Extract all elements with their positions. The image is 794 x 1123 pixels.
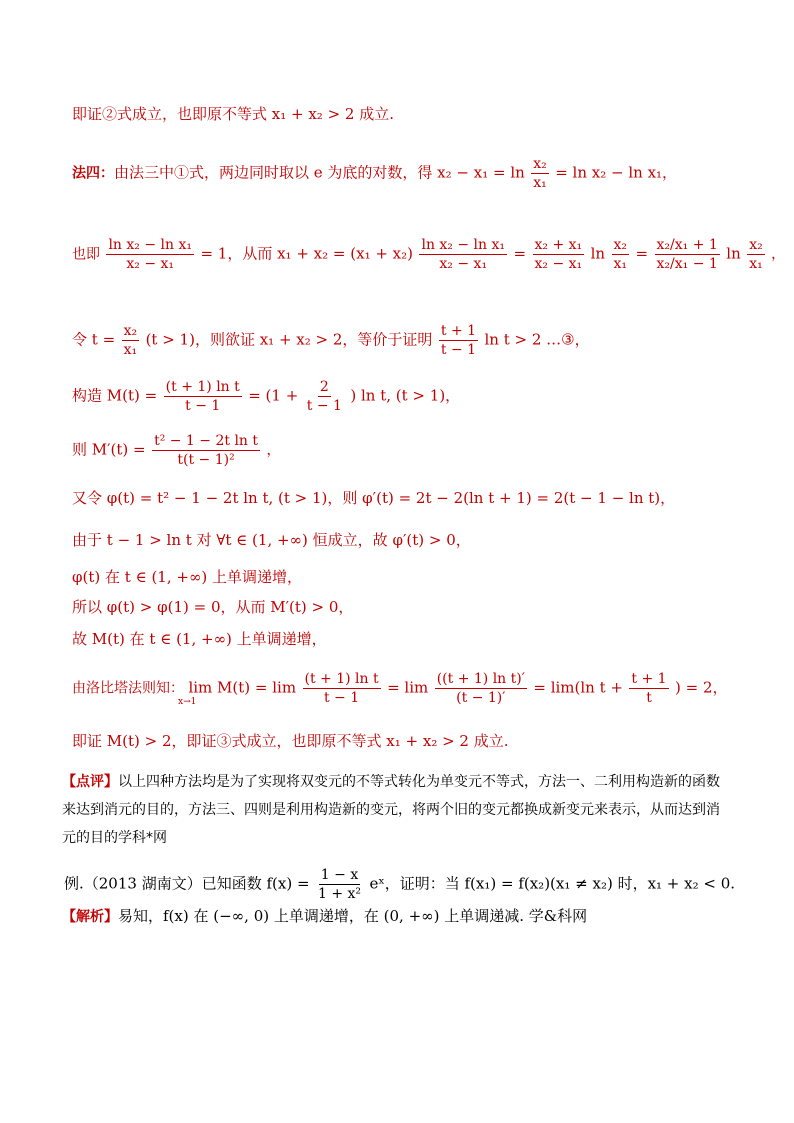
equation-text: = 1，从而 x₁ + x₂ = (x₁ + x₂) <box>200 244 414 263</box>
fraction <box>305 378 344 415</box>
limit-result: ) = 2， <box>675 678 728 697</box>
fraction-numerator: ln x₂ − ln x₁ <box>421 237 506 253</box>
fraction <box>164 378 242 415</box>
fraction <box>303 670 381 707</box>
fraction-denominator: x₁ <box>749 256 763 272</box>
compound-fraction <box>655 236 720 273</box>
fraction <box>152 432 260 469</box>
fraction <box>122 322 140 359</box>
fraction-numerator: x₂ <box>613 237 628 253</box>
fraction-denominator: x₂ − x₁ <box>534 256 583 272</box>
method-four-line <box>72 155 677 192</box>
fraction <box>531 155 549 192</box>
limit-expression: = lim(ln t + <box>533 678 623 697</box>
fraction-numerator: (t + 1) ln t <box>304 671 379 687</box>
fraction-numerator: ln x₂ − ln x₁ <box>108 237 192 253</box>
fraction-numerator: t² − 1 − 2t ln t <box>154 433 259 449</box>
fraction-denominator: (t − 1)′ <box>456 690 506 706</box>
fraction-denominator: t − 1 <box>306 398 342 414</box>
comment-label: 【点评】 <box>62 774 118 790</box>
construct-line <box>72 378 460 415</box>
fraction-denominator: x₂ − x₁ <box>439 256 488 272</box>
fraction-denominator: t − 1 <box>185 398 221 414</box>
ln-text: ln <box>726 244 741 263</box>
fraction-denominator: t − 1 <box>440 342 477 358</box>
substitution-middle: (t > 1)，则欲证 x₁ + x₂ > 2，等价于证明 <box>145 330 433 349</box>
fraction-denominator: x₂/x₁ − 1 <box>656 256 718 272</box>
fraction-denominator: x₁ <box>533 175 547 191</box>
fraction-denominator: x₁ <box>613 256 628 272</box>
phi-definition-line: 又令 φ(t) = t² − 1 − 2t ln t, (t > 1)，则 φ′(t) = 2t − 2(ln t + 1) = 2(t − 1 − ln t)， <box>72 489 676 507</box>
comment-text: 以上四种方法均是为了实现将双变元的不等式转化为单变元不等式，方法一、二利用构造新的函数来达到消元的目的，方法三、四则是利用构造新的变元，将两个旧的变元都换成新变元来表示，从而达到消元的目的学科*网 <box>62 774 720 846</box>
punctuation: ， <box>771 246 786 263</box>
fraction <box>533 236 585 273</box>
method-four-text: 由法三中①式，两边同时取以 e 为底的对数，得 x₂ − x₁ = ln <box>114 163 525 182</box>
fraction <box>612 236 630 273</box>
fraction <box>629 670 668 707</box>
fraction-numerator: t + 1 <box>631 671 667 687</box>
m-increasing-line: 故 M(t) 在 t ∈ (1, +∞) 上单调递增， <box>72 630 327 648</box>
limit-expression: = lim <box>387 678 429 697</box>
limit-subscript: x→1 <box>178 697 197 707</box>
fraction-numerator: t + 1 <box>440 323 477 339</box>
fraction-denominator: x₁ <box>123 342 138 358</box>
substitution-tail: ln t > 2 …③， <box>484 330 590 349</box>
fraction-numerator: x₂ <box>533 156 547 172</box>
comment-paragraph <box>62 768 724 852</box>
example-line <box>64 866 735 903</box>
derivative-prefix: 则 M′(t) = <box>72 440 146 459</box>
conclusion-line-2: 即证 M(t) > 2，即证③式成立，也即原不等式 x₁ + x₂ > 2 成立. <box>72 732 509 750</box>
example-tail: eˣ，证明：当 f(x₁) = f(x₂)(x₁ ≠ x₂) 时，x₁ + x₂ < 0. <box>369 874 736 893</box>
fraction-numerator: x₂/x₁ + 1 <box>656 237 718 253</box>
equivalent-form-line <box>72 236 785 273</box>
fraction-numerator: 1 − x <box>320 867 359 883</box>
substitution-line <box>72 322 590 359</box>
phi-increasing-line: φ(t) 在 t ∈ (1, +∞) 上单调递增， <box>72 568 303 586</box>
fraction-denominator: t(t − 1)² <box>177 452 235 468</box>
fraction-numerator: (t + 1) ln t <box>165 379 240 395</box>
equals-sign: = <box>635 244 649 263</box>
limit-expression: lim M(t) = lim <box>188 678 297 697</box>
fraction-numerator: x₂ <box>123 323 138 339</box>
fraction <box>439 322 478 359</box>
ln-text: ln <box>590 244 606 263</box>
punctuation: ， <box>266 442 281 459</box>
phi-positive-line: 所以 φ(t) > φ(1) = 0，从而 M′(t) > 0， <box>72 598 354 616</box>
method-four-label: 法四： <box>72 165 114 182</box>
fraction-numerator: x₂ <box>749 237 763 253</box>
fraction-denominator: t <box>646 690 652 706</box>
fraction <box>747 236 765 273</box>
example-prefix: 例.（2013 湖南文）已知函数 f(x) = <box>64 874 310 893</box>
construct-prefix: 构造 M(t) = <box>72 386 158 405</box>
prefix-text: 也即 <box>72 246 100 263</box>
fraction-denominator: x₂ − x₁ <box>126 256 175 272</box>
construct-tail: ) ln t, (t > 1)， <box>350 386 461 405</box>
lhopital-label: 由洛比塔法则知： <box>72 680 184 697</box>
solution-label: 【解析】 <box>62 909 118 925</box>
fraction-denominator: 1 + x² <box>317 886 362 902</box>
conclusion-line-1: 即证②式成立，也即原不等式 x₁ + x₂ > 2 成立. <box>72 105 395 123</box>
construct-middle: = (1 + <box>248 386 299 405</box>
fraction-numerator: 2 <box>319 379 329 395</box>
phi-derivative-positive-line: 由于 t − 1 > ln t 对 ∀t ∈ (1, +∞) 恒成立，故 φ′(t) > 0， <box>72 531 471 549</box>
derivative-line <box>72 432 280 469</box>
fraction <box>316 866 363 903</box>
method-four-tail: = ln x₂ − ln x₁， <box>555 163 678 182</box>
solution-text: 易知，f(x) 在 (−∞, 0) 上单调递增，在 (0, +∞) 上单调递减. 学&科网 <box>118 907 588 925</box>
fraction-numerator: x₂ + x₁ <box>534 237 583 253</box>
solution-line <box>62 906 587 927</box>
lhopital-line <box>72 670 728 707</box>
equals-sign: = <box>513 244 527 263</box>
fraction-denominator: t − 1 <box>323 690 360 706</box>
fraction <box>435 670 527 707</box>
fraction-numerator: ((t + 1) ln t)′ <box>436 671 525 687</box>
fraction <box>419 236 507 273</box>
substitution-prefix: 令 t = <box>72 330 116 349</box>
fraction <box>106 236 194 273</box>
